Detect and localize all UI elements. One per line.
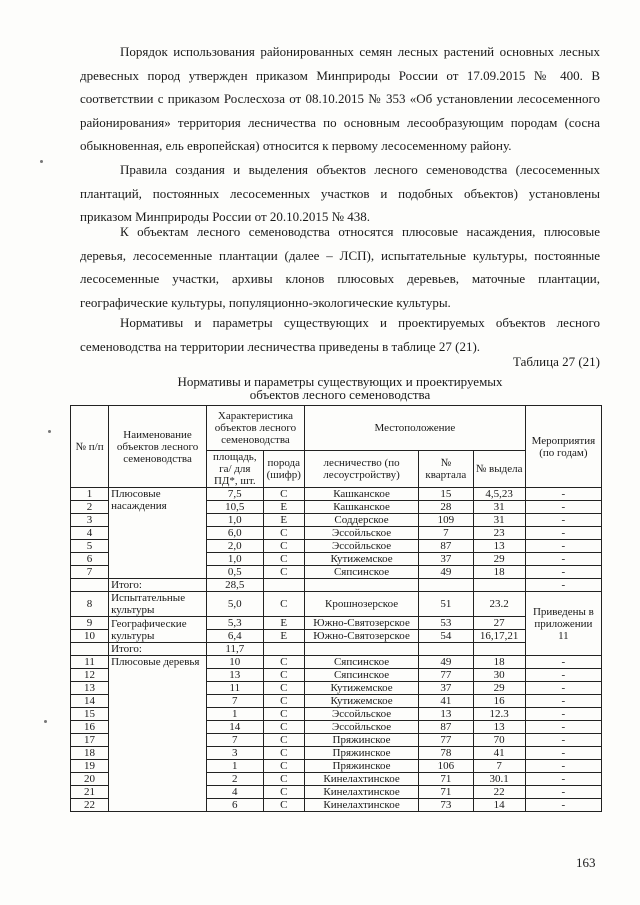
cell-area: 5,3 (207, 617, 264, 630)
cell-species: С (263, 553, 304, 566)
cell-measures: - (525, 488, 601, 501)
cell-forestry: Кинелахтинское (304, 773, 418, 786)
table-title (80, 375, 600, 401)
cell-area: 5,0 (207, 592, 264, 617)
cell-area: 6,0 (207, 527, 264, 540)
total-value: 11,7 (207, 643, 264, 656)
cell-species: Е (263, 501, 304, 514)
cell-forestry: Кинелахтинское (304, 786, 418, 799)
paragraph-norms: Нормативы и параметры существующих и проектируемых объектов лесного семеноводства на территории лесничества приведены в таблице 27 (21). (80, 315, 600, 354)
cell-species: С (263, 721, 304, 734)
cell-section: 12.3 (473, 708, 525, 721)
cell-num: 11 (71, 656, 109, 669)
cell-forestry: Кутижемское (304, 682, 418, 695)
cell-measures: - (525, 501, 601, 514)
cell-species: Е (263, 514, 304, 527)
cell-num: 15 (71, 708, 109, 721)
cell-measures: - (525, 786, 601, 799)
cell-forestry: Эссойльское (304, 540, 418, 553)
cell-forestry: Пряжинское (304, 747, 418, 760)
cell-quarter: 87 (419, 721, 473, 734)
cell-species (263, 579, 304, 592)
cell-forestry (304, 643, 418, 656)
cell-section: 23 (473, 527, 525, 540)
header-quarter: № квартала (419, 451, 473, 488)
cell-area: 0,5 (207, 566, 264, 579)
cell-area: 7 (207, 734, 264, 747)
cell-quarter: 7 (419, 527, 473, 540)
scan-speck (44, 720, 47, 723)
cell-quarter: 78 (419, 747, 473, 760)
cell-measures: - (525, 760, 601, 773)
cell-quarter: 71 (419, 786, 473, 799)
cell-section (473, 579, 525, 592)
cell-quarter: 37 (419, 682, 473, 695)
cell-num (71, 579, 109, 592)
cell-num: 17 (71, 734, 109, 747)
paragraph-seed-usage: Порядок использования районированных семян лесных растений основных лесных древесных пород утвержден приказом Минприроды России от 17.09.2015 № 400. В соответствии с приказом Рослесхоза от 08.10.2015 № 353 «Об установлении лесосеменного районирования» территория лесничества по основным лесообразующим породам (сосна обыкновенная, ель европейская) относится к первому лесосеменному району. (80, 44, 600, 153)
cell-section: 13 (473, 721, 525, 734)
table-row (71, 592, 602, 617)
cell-measures: - (525, 734, 601, 747)
header-name: Наименование объектов лесного семеноводства (109, 406, 207, 488)
cell-num: 7 (71, 566, 109, 579)
cell-quarter: 73 (419, 799, 473, 812)
header-area: площадь, га/ для ПД*, шт. (207, 451, 264, 488)
cell-area: 4 (207, 786, 264, 799)
cell-quarter: 37 (419, 553, 473, 566)
cell-species: С (263, 669, 304, 682)
header-species: порода (шифр) (263, 451, 304, 488)
cell-quarter: 49 (419, 656, 473, 669)
header-num: № п/п (71, 406, 109, 488)
cell-section: 30 (473, 669, 525, 682)
cell-measures: - (525, 708, 601, 721)
cell-section: 18 (473, 566, 525, 579)
cell-area: 1,0 (207, 553, 264, 566)
cell-area: 1,0 (207, 514, 264, 527)
cell-quarter: 28 (419, 501, 473, 514)
cell-forestry: Пряжинское (304, 760, 418, 773)
cell-area: 14 (207, 721, 264, 734)
cell-measures: - (525, 721, 601, 734)
cell-area: 7 (207, 695, 264, 708)
cell-species: С (263, 695, 304, 708)
page-number: 163 (576, 855, 596, 870)
cell-quarter: 54 (419, 630, 473, 643)
cell-num: 1 (71, 488, 109, 501)
cell-forestry: Крошнозерское (304, 592, 418, 617)
cell-quarter: 51 (419, 592, 473, 617)
cell-measures: - (525, 656, 601, 669)
cell-area: 6 (207, 799, 264, 812)
table-row (71, 617, 602, 630)
cell-forestry: Кашканское (304, 488, 418, 501)
paragraph-objects: К объектам лесного семеноводства относятся плюсовые насаждения, плюсовые деревья, лесосеменные плантации (далее – ЛСП), испытательные культуры, постоянные лесосеменные участки, архивы клонов плюсовых деревьев, маточные плантации, географические культуры, популяционно-экологические культуры. (80, 224, 600, 310)
cell-species: С (263, 760, 304, 773)
cell-area: 3 (207, 747, 264, 760)
cell-num: 14 (71, 695, 109, 708)
cell-quarter: 77 (419, 734, 473, 747)
cell-section: 16 (473, 695, 525, 708)
cell-section: 41 (473, 747, 525, 760)
scan-speck (40, 160, 43, 163)
cell-measures: - (525, 566, 601, 579)
cell-area: 6,4 (207, 630, 264, 643)
cell-quarter (419, 579, 473, 592)
cell-forestry: Эссойльское (304, 527, 418, 540)
cell-measures: - (525, 695, 601, 708)
cell-num: 5 (71, 540, 109, 553)
paragraph-rules: Правила создания и выделения объектов лесного семеноводства (лесосеменных плантаций, постоянных лесосеменных участков и подобных объектов) установлены приказом Минприроды России от 20.10.2015 № 438. (80, 162, 600, 224)
header-location: Местоположение (304, 406, 525, 451)
cell-species: С (263, 540, 304, 553)
header-section: № выдела (473, 451, 525, 488)
cell-num: 12 (71, 669, 109, 682)
cell-section: 31 (473, 501, 525, 514)
cell-measures: - (525, 553, 601, 566)
total-label: Итого: (109, 643, 207, 656)
cell-quarter: 53 (419, 617, 473, 630)
cell-quarter: 13 (419, 708, 473, 721)
cell-group-test-cultures: Испытательные культуры (109, 592, 207, 617)
cell-forestry (304, 579, 418, 592)
cell-num: 19 (71, 760, 109, 773)
cell-area: 10 (207, 656, 264, 669)
cell-num: 10 (71, 630, 109, 643)
cell-group-plus-stands: Плюсовые насаждения (109, 488, 207, 579)
cell-num: 9 (71, 617, 109, 630)
cell-section: 27 (473, 617, 525, 630)
cell-quarter: 109 (419, 514, 473, 527)
cell-num: 2 (71, 501, 109, 514)
cell-section: 16,17,21 (473, 630, 525, 643)
cell-forestry: Эссойльское (304, 708, 418, 721)
cell-measures: - (525, 669, 601, 682)
cell-quarter: 106 (419, 760, 473, 773)
cell-num: 8 (71, 592, 109, 617)
cell-species: С (263, 527, 304, 540)
cell-num: 6 (71, 553, 109, 566)
cell-measures: - (525, 799, 601, 812)
cell-forestry: Сяпсинское (304, 566, 418, 579)
cell-forestry: Сяпсинское (304, 669, 418, 682)
cell-num: 18 (71, 747, 109, 760)
cell-num: 13 (71, 682, 109, 695)
cell-forestry: Южно-Святозерское (304, 630, 418, 643)
cell-quarter: 41 (419, 695, 473, 708)
header-measures: Мероприятия (по годам) (525, 406, 601, 488)
cell-section: 7 (473, 760, 525, 773)
cell-quarter: 71 (419, 773, 473, 786)
cell-species: С (263, 708, 304, 721)
table-caption: Таблица 27 (21) (512, 354, 600, 369)
cell-area: 13 (207, 669, 264, 682)
cell-forestry: Кутижемское (304, 553, 418, 566)
cell-forestry: Кинелахтинское (304, 799, 418, 812)
cell-area: 10,5 (207, 501, 264, 514)
cell-area: 1 (207, 708, 264, 721)
cell-species: С (263, 773, 304, 786)
cell-species: С (263, 747, 304, 760)
cell-measures: - (525, 747, 601, 760)
total-value: 28,5 (207, 579, 264, 592)
cell-group-plus-trees: Плюсовые деревья (109, 656, 207, 812)
cell-quarter: 87 (419, 540, 473, 553)
table-title-line2: объектов лесного семеноводства (249, 387, 431, 402)
cell-forestry: Эссойльское (304, 721, 418, 734)
cell-species: Е (263, 630, 304, 643)
cell-quarter: 15 (419, 488, 473, 501)
table-title-line1: Нормативы и параметры существующих и проектируемых (177, 374, 503, 389)
cell-area: 2 (207, 773, 264, 786)
cell-forestry: Сяпсинское (304, 656, 418, 669)
cell-quarter (419, 643, 473, 656)
cell-area: 11 (207, 682, 264, 695)
cell-measures: - (525, 514, 601, 527)
cell-species: С (263, 488, 304, 501)
cell-area: 1 (207, 760, 264, 773)
cell-section: 22 (473, 786, 525, 799)
cell-measures: - (525, 540, 601, 553)
scan-speck (48, 430, 51, 433)
cell-measures: - (525, 682, 601, 695)
cell-species: С (263, 734, 304, 747)
cell-section: 30.1 (473, 773, 525, 786)
total-row (71, 579, 602, 592)
cell-num: 16 (71, 721, 109, 734)
cell-num: 22 (71, 799, 109, 812)
cell-forestry: Кутижемское (304, 695, 418, 708)
cell-species: С (263, 566, 304, 579)
cell-forestry: Южно-Святозерское (304, 617, 418, 630)
cell-section: 13 (473, 540, 525, 553)
cell-area: 2,0 (207, 540, 264, 553)
cell-section: 14 (473, 799, 525, 812)
cell-species (263, 643, 304, 656)
cell-measures-appendix: Приведены в приложении 11 (525, 592, 601, 656)
cell-section: 4,5,23 (473, 488, 525, 501)
cell-forestry: Кашканское (304, 501, 418, 514)
cell-group-geo-cultures: Географические культуры (109, 617, 207, 643)
cell-num: 3 (71, 514, 109, 527)
cell-num (71, 643, 109, 656)
total-label: Итого: (109, 579, 207, 592)
cell-num: 20 (71, 773, 109, 786)
cell-area: 7,5 (207, 488, 264, 501)
cell-species: С (263, 682, 304, 695)
table-row (71, 656, 602, 669)
cell-section (473, 643, 525, 656)
cell-section: 23.2 (473, 592, 525, 617)
cell-forestry: Соддерское (304, 514, 418, 527)
cell-species: С (263, 592, 304, 617)
cell-section: 31 (473, 514, 525, 527)
cell-quarter: 77 (419, 669, 473, 682)
cell-species: С (263, 656, 304, 669)
cell-measures: - (525, 773, 601, 786)
total-row (71, 643, 602, 656)
cell-section: 70 (473, 734, 525, 747)
table-row (71, 488, 602, 501)
cell-section: 18 (473, 656, 525, 669)
header-characteristics: Характеристика объектов лесного семеноводства (207, 406, 305, 451)
cell-species: С (263, 786, 304, 799)
cell-section: 29 (473, 553, 525, 566)
cell-section: 29 (473, 682, 525, 695)
seed-objects-table (70, 405, 602, 812)
cell-num: 4 (71, 527, 109, 540)
cell-species: С (263, 799, 304, 812)
cell-forestry: Пряжинское (304, 734, 418, 747)
cell-species: Е (263, 617, 304, 630)
header-forestry: лесничество (по лесоустройству) (304, 451, 418, 488)
cell-quarter: 49 (419, 566, 473, 579)
cell-num: 21 (71, 786, 109, 799)
cell-measures: - (525, 527, 601, 540)
cell-measures: - (525, 579, 601, 592)
